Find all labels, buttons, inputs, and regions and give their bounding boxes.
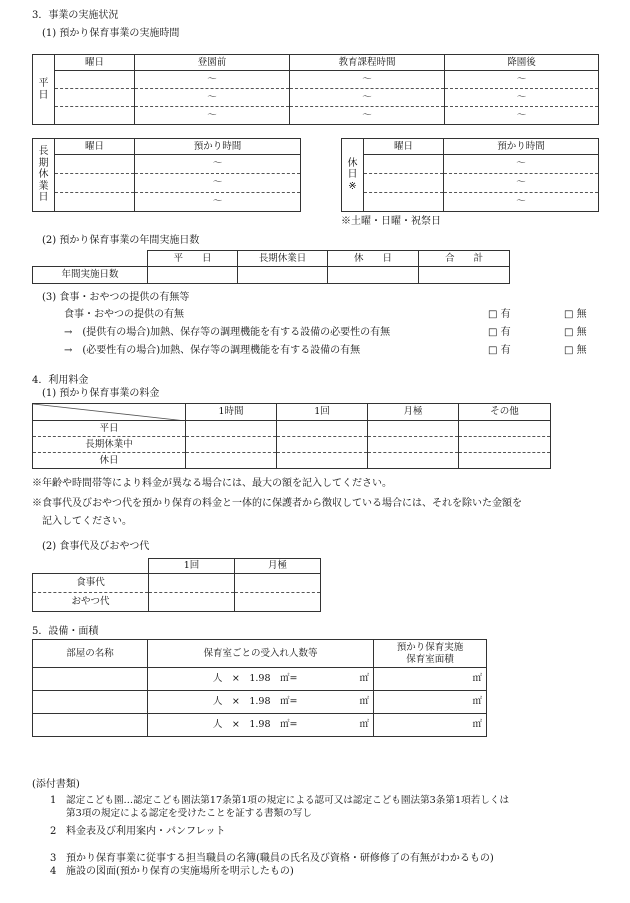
meal-cell[interactable] — [149, 574, 235, 593]
day-cell[interactable] — [364, 193, 444, 212]
time-cell[interactable]: ～ — [290, 89, 445, 107]
checkbox-no-1[interactable]: □ 無 — [564, 309, 587, 320]
col-header: 曜日 — [55, 139, 135, 155]
attachment-item-3: 預かり保育事業に従事する担当職員の名簿(職員の氏名及び資格・研修修了の有無がわかるもの) — [66, 853, 494, 864]
section-4-2-title: (2) 食事代及びおやつ代 — [42, 541, 150, 552]
fee-table — [32, 403, 551, 469]
day-cell[interactable] — [55, 107, 135, 125]
fee-cell[interactable] — [459, 453, 551, 469]
col-header: 合 計 — [419, 251, 510, 267]
time-cell[interactable]: ～ — [445, 107, 599, 125]
facility-table — [32, 639, 487, 737]
fee-note-2: ※食事代及びおやつ代を預かり保育の料金と一体的に保護者から徴収している場合には、それを除いた金額を — [32, 498, 522, 509]
capacity-calc[interactable]: 人 × 1.98 ㎡= ㎡ — [148, 668, 374, 691]
fee-cell[interactable] — [186, 453, 277, 469]
holiday-label: 休 日 ※ — [342, 139, 364, 212]
attachment-num: 3 — [50, 853, 57, 864]
fee-cell[interactable] — [277, 421, 368, 437]
fee-note-2-cont: 記入してください。 — [42, 516, 132, 527]
fee-cell[interactable] — [368, 437, 459, 453]
section-4-1-title: (1) 預かり保育事業の料金 — [42, 388, 160, 399]
time-cell[interactable]: ～ — [445, 71, 599, 89]
fee-cell[interactable] — [277, 453, 368, 469]
col-header: 曜日 — [364, 139, 444, 155]
day-cell[interactable] — [55, 71, 135, 89]
section-3-3-title: (3) 食事・おやつの提供の有無等 — [42, 292, 190, 303]
diagonal-corner — [33, 404, 186, 421]
time-cell[interactable]: ～ — [135, 193, 301, 212]
section-4-title: 4．利用料金 — [32, 375, 89, 386]
fee-cell[interactable] — [459, 437, 551, 453]
time-cell[interactable]: ～ — [135, 155, 301, 174]
capacity-calc[interactable]: 人 × 1.98 ㎡= ㎡ — [148, 714, 374, 737]
diagonal-line — [33, 404, 186, 421]
room-name-cell[interactable] — [33, 668, 148, 691]
food-row-2: → (提供有の場合)加熱、保存等の調理機能を有する設備の必要性の有無 — [64, 327, 391, 338]
attachments-title: (添付書類) — [32, 779, 80, 790]
col-header: 休 日 — [328, 251, 419, 267]
value-cell[interactable] — [419, 267, 510, 284]
weekday-schedule-table — [32, 54, 599, 125]
row-label: おやつ代 — [33, 593, 149, 612]
long-vacation-table — [32, 138, 301, 212]
time-cell[interactable]: ～ — [290, 107, 445, 125]
meal-cell[interactable] — [235, 593, 321, 612]
capacity-calc[interactable]: 人 × 1.98 ㎡= ㎡ — [148, 691, 374, 714]
col-header: 1回 — [149, 559, 235, 574]
col-header: 登園前 — [135, 55, 290, 71]
day-cell[interactable] — [364, 155, 444, 174]
fee-cell[interactable] — [368, 421, 459, 437]
time-cell[interactable]: ～ — [444, 174, 599, 193]
attachment-num: 1 — [50, 795, 57, 806]
time-cell[interactable]: ～ — [135, 107, 290, 125]
section-5-title: 5．設備・面積 — [32, 626, 99, 637]
room-name-cell[interactable] — [33, 714, 148, 737]
time-cell[interactable]: ～ — [135, 89, 290, 107]
long-vacation-label: 長 期 休 業 日 — [33, 139, 55, 212]
attachment-item-4: 施設の図面(預かり保育の実施場所を明示したもの) — [66, 866, 294, 877]
checkbox-no-2[interactable]: □ 無 — [564, 327, 587, 338]
col-header: 平 日 — [148, 251, 238, 267]
value-cell[interactable] — [328, 267, 419, 284]
checkbox-yes-1[interactable]: □ 有 — [488, 309, 511, 320]
time-cell[interactable]: ～ — [444, 155, 599, 174]
col-header: 降園後 — [445, 55, 599, 71]
blank-corner — [33, 559, 149, 574]
attachment-num: 2 — [50, 826, 57, 837]
row-label: 休日 — [33, 453, 186, 469]
attachment-item-2: 料金表及び利用案内・パンフレット — [66, 826, 226, 837]
col-header: 月極 — [368, 404, 459, 421]
fee-cell[interactable] — [277, 437, 368, 453]
meal-fee-table — [32, 558, 321, 612]
checkbox-yes-3[interactable]: □ 有 — [488, 345, 511, 356]
fee-cell[interactable] — [186, 437, 277, 453]
holiday-table — [341, 138, 599, 212]
time-cell[interactable]: ～ — [445, 89, 599, 107]
day-cell[interactable] — [55, 174, 135, 193]
time-cell[interactable]: ～ — [135, 174, 301, 193]
food-row-3: → (必要性有の場合)加熱、保存等の調理機能を有する設備の有無 — [64, 345, 361, 356]
section-3-title: 3．事業の実施状況 — [32, 10, 119, 21]
area-cell[interactable]: ㎡ — [374, 691, 487, 714]
section-3-2-title: (2) 預かり保育事業の年間実施日数 — [42, 235, 200, 246]
food-row-1: 食事・おやつの提供の有無 — [64, 309, 184, 320]
row-label: 食事代 — [33, 574, 149, 593]
fee-note-1: ※年齢や時間帯等により料金が異なる場合には、最大の額を記入してください。 — [32, 478, 392, 489]
blank-corner — [33, 251, 148, 267]
fee-cell[interactable] — [368, 453, 459, 469]
time-cell[interactable]: ～ — [290, 71, 445, 89]
day-cell[interactable] — [55, 89, 135, 107]
fee-cell[interactable] — [459, 421, 551, 437]
col-header: 曜日 — [55, 55, 135, 71]
col-header: 預かり時間 — [444, 139, 599, 155]
area-cell[interactable]: ㎡ — [374, 714, 487, 737]
time-cell[interactable]: ～ — [444, 193, 599, 212]
day-cell[interactable] — [55, 155, 135, 174]
checkbox-no-3[interactable]: □ 無 — [564, 345, 587, 356]
fee-cell[interactable] — [186, 421, 277, 437]
col-header: 1回 — [277, 404, 368, 421]
row-label: 平日 — [33, 421, 186, 437]
col-header: 保育室ごとの受入れ人数等 — [148, 640, 374, 668]
weekday-label: 平 日 — [33, 55, 55, 125]
holiday-note: ※土曜・日曜・祝祭日 — [341, 216, 441, 227]
annual-days-table — [32, 250, 510, 284]
checkbox-yes-2[interactable]: □ 有 — [488, 327, 511, 338]
value-cell[interactable] — [148, 267, 238, 284]
col-header: その他 — [459, 404, 551, 421]
col-header: 月極 — [235, 559, 321, 574]
attachment-item-1: 認定こども園…認定こども園法第17条第1項の規定による認可又は認定こども園法第3条第1項若しくは — [66, 795, 510, 806]
attachment-num: 4 — [50, 866, 57, 877]
attachment-item-1-cont: 第3項の規定による認定を受けたことを証する書類の写し — [66, 808, 312, 819]
row-label: 年間実施日数 — [33, 267, 148, 284]
col-header: 長期休業日 — [238, 251, 328, 267]
meal-cell[interactable] — [149, 593, 235, 612]
time-cell[interactable]: ～ — [135, 71, 290, 89]
meal-cell[interactable] — [235, 574, 321, 593]
day-cell[interactable] — [55, 193, 135, 212]
value-cell[interactable] — [238, 267, 328, 284]
room-name-cell[interactable] — [33, 691, 148, 714]
col-header: 1時間 — [186, 404, 277, 421]
col-header: 部屋の名称 — [33, 640, 148, 668]
col-header-area: 預かり保育実施 保育室面積 — [374, 640, 487, 668]
col-header: 預かり時間 — [135, 139, 301, 155]
section-3-1-title: (1) 預かり保育事業の実施時間 — [42, 28, 180, 39]
area-cell[interactable]: ㎡ — [374, 668, 487, 691]
col-header: 教育課程時間 — [290, 55, 445, 71]
row-label: 長期休業中 — [33, 437, 186, 453]
day-cell[interactable] — [364, 174, 444, 193]
